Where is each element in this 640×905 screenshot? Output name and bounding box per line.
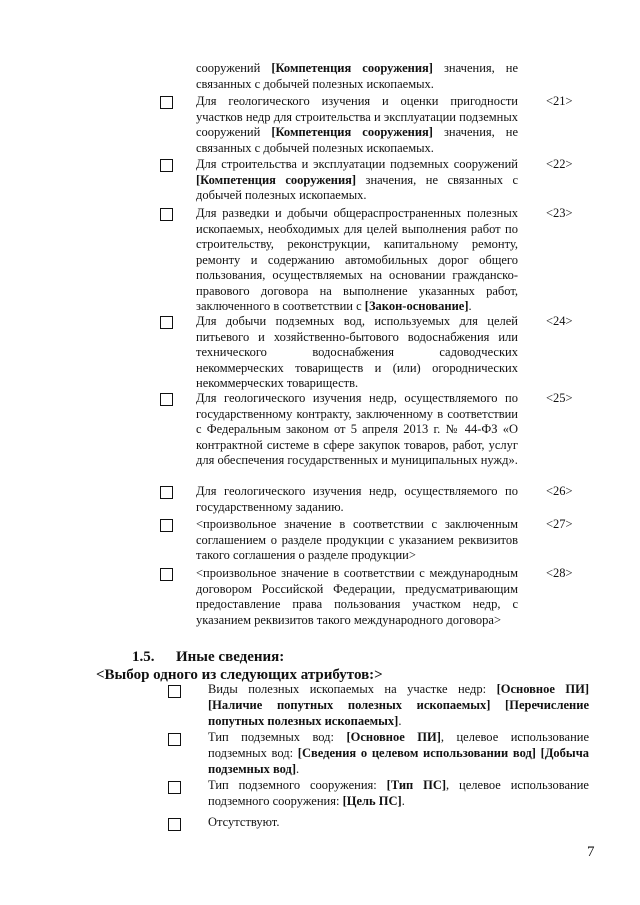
continuation-paragraph (196, 61, 518, 92)
footnote-code: <28> (546, 566, 573, 580)
text-run: значения, не связанных с добычей полезных ископаемых. (196, 61, 519, 91)
text-run: значения, не связанных с добычей полезных ископаемых. (196, 125, 519, 155)
text-run: Отсутствуют. (208, 815, 280, 829)
option-checkbox[interactable] (160, 393, 173, 406)
attribute-checkbox[interactable] (168, 781, 181, 794)
placeholder-field: [Компетенция сооружения] (196, 172, 357, 187)
option-text (196, 391, 518, 469)
placeholder-field: [Цель ПС] (342, 794, 402, 808)
footnote-code: <22> (546, 157, 573, 171)
text-run: , целевое использование подземного сооружения: (208, 778, 589, 808)
footnote-code: <25> (546, 391, 573, 405)
attribute-text (208, 777, 589, 809)
option-checkbox[interactable] (160, 208, 173, 221)
attribute-text (208, 814, 589, 830)
placeholder-field: [Сведения о целевом использовании вод] [Добыча подземных вод] (208, 746, 589, 776)
option-text (196, 517, 518, 564)
option-checkbox[interactable] (160, 96, 173, 109)
text-run: Тип подземного сооружения: (208, 778, 387, 792)
section-subtitle: <Выбор одного из следующих атрибутов:> (96, 667, 383, 683)
option-checkbox[interactable] (160, 159, 173, 172)
text-run: Для геологического изучения недр, осуществляемого по государственному заданию. (196, 484, 518, 514)
section-number: 1.5. (132, 649, 155, 665)
text-run: , целевое использование подземных вод: (208, 730, 589, 760)
option-text (196, 314, 518, 392)
footnote-code: <26> (546, 484, 573, 498)
footnote-code: <21> (546, 94, 573, 108)
text-run: Для геологического изучения недр, осуществляемого по государственному контракту, заключенному в соответствии с Федеральным законом от 5 апреля 2013 г. № 44-ФЗ «О контрактной системе в сфере закупок товаров, работ, услуг для обеспечения государственных и муниципальных нужд». (196, 391, 518, 467)
text-run: . (296, 762, 300, 776)
text-run: . (398, 714, 402, 728)
section-title: Иные сведения: (176, 649, 285, 665)
text-run: <произвольное значение в соответствии с международным договором Российской Федерации, предусматривающим предоставление права пользования участком недр, с указанием реквизитов такого международного договора> (196, 566, 518, 627)
option-text (196, 206, 518, 315)
option-checkbox[interactable] (160, 519, 173, 532)
text-run: . (401, 794, 405, 808)
attribute-text (208, 729, 589, 777)
text-run: Виды полезных ископаемых на участке недр: (208, 682, 497, 696)
placeholder-field: [Компетенция сооружения] (271, 125, 433, 139)
attribute-checkbox[interactable] (168, 685, 181, 698)
placeholder-field: [Основное ПИ] (346, 730, 441, 744)
page-number: 7 (587, 844, 595, 860)
text-run: Для строительства и эксплуатации подземных сооружений (196, 157, 518, 171)
text-run: Для геологического изучения и оценки пригодности участков недр для строительства и эксплуатации подземных сооружений (196, 94, 518, 139)
placeholder-field: [Тип ПС] (386, 778, 447, 792)
attribute-checkbox[interactable] (168, 818, 181, 831)
text-run: <произвольное значение в соответствии с заключенным соглашением о разделе продукции с указанием реквизитов такого соглашения о разделе продукции> (196, 517, 518, 562)
footnote-code: <27> (546, 517, 573, 531)
text-run: Тип подземных вод: (208, 730, 347, 744)
option-text (196, 157, 518, 204)
placeholder-field: [Закон-основание] (364, 299, 469, 313)
text-run: сооружений (196, 61, 272, 75)
placeholder-field: [Компетенция сооружения] (271, 61, 433, 75)
text-run: . (468, 299, 472, 313)
footnote-code: <23> (546, 206, 573, 220)
option-text (196, 94, 518, 156)
option-text (196, 566, 518, 628)
option-checkbox[interactable] (160, 486, 173, 499)
footnote-code: <24> (546, 314, 573, 328)
attribute-text (208, 681, 589, 729)
option-checkbox[interactable] (160, 568, 173, 581)
section-heading (132, 648, 284, 666)
text-run: Для разведки и добычи общераспространенных полезных ископаемых, необходимых для целей выполнения работ по строительству, реконструкции, капитальному ремонту, ремонту и содержанию автомобильных дорог общего пользования, осуществляемых на основании гражданско-правового договора на выполнение указанных работ, заключенного в соответствии с (196, 206, 518, 313)
attribute-checkbox[interactable] (168, 733, 181, 746)
text-run: Для добычи подземных вод, используемых для целей питьевого и хозяйственно-бытового водоснабжения или технического водоснабжения садоводческих некоммерческих товариществ и (или) огороднических некоммерческих товариществ. (196, 314, 518, 390)
option-checkbox[interactable] (160, 316, 173, 329)
placeholder-field: [Основное ПИ] [Наличие попутных полезных ископаемых] [Перечисление попутных полезных ископаемых] (208, 682, 590, 728)
text-run: значения, не связанных с добычей полезных ископаемых. (196, 172, 518, 202)
option-text (196, 484, 518, 515)
